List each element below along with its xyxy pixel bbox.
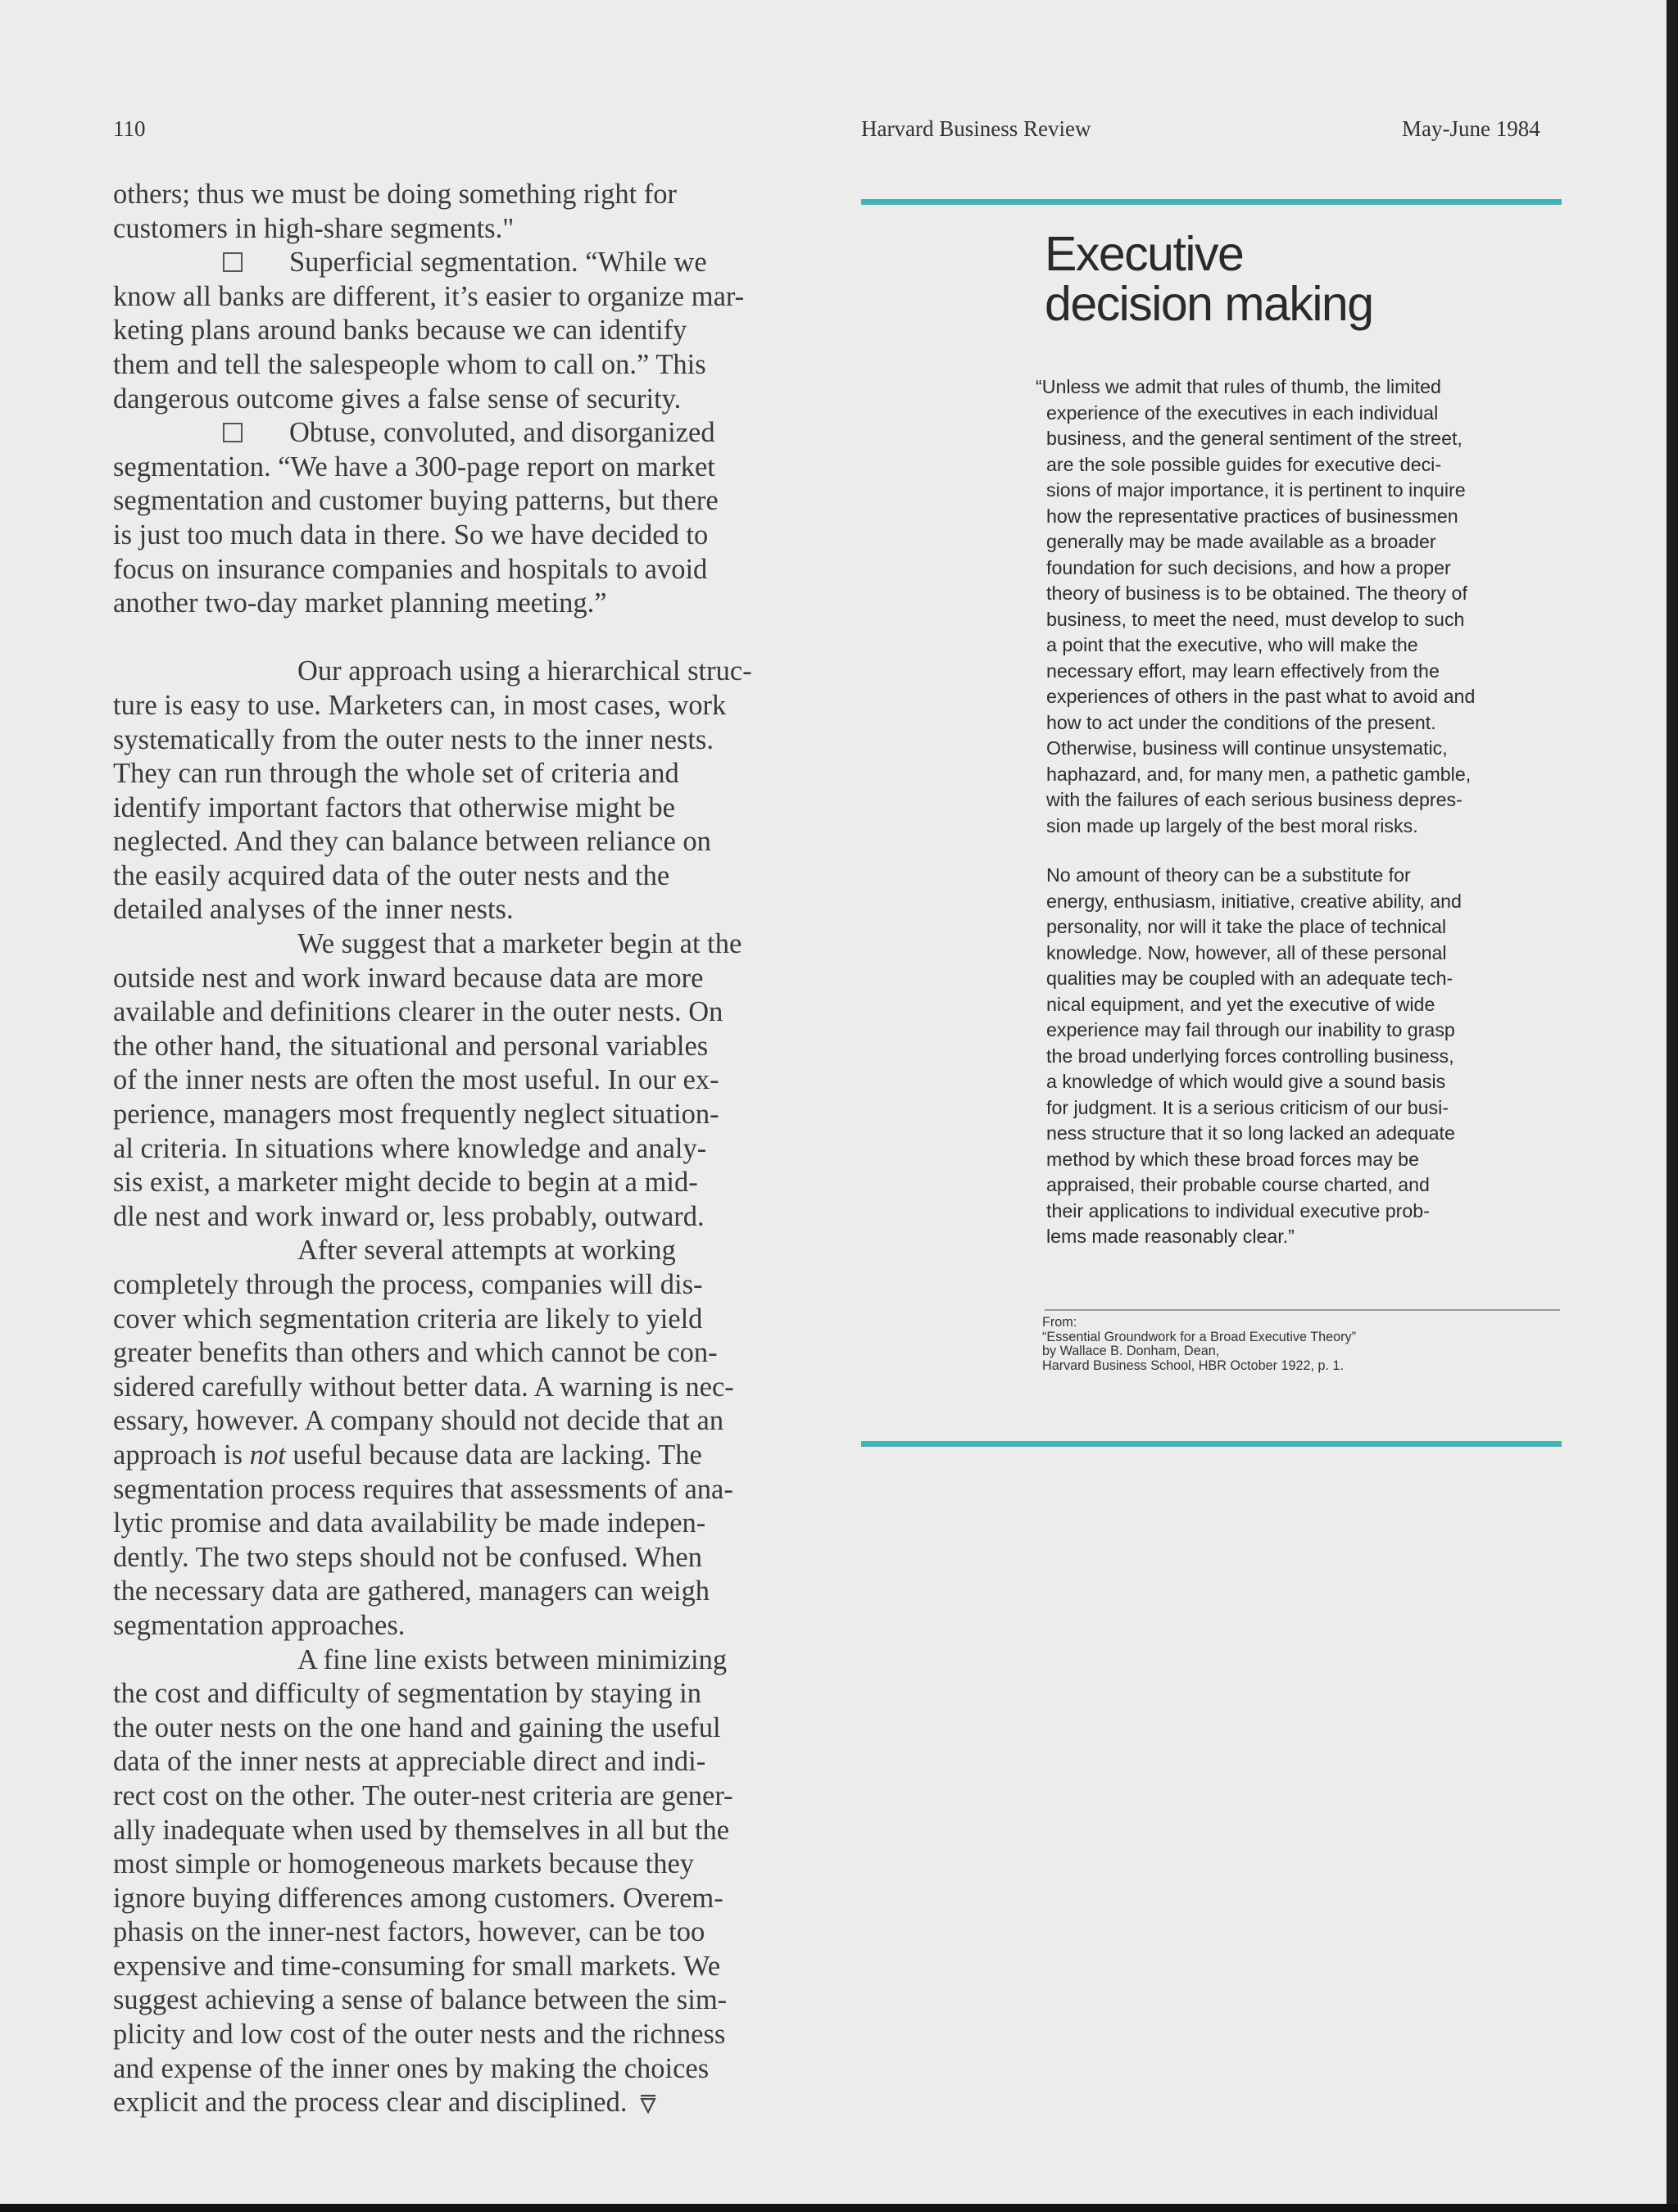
quote-line: business, and the general sentiment of the street, [1046, 428, 1463, 449]
checkbox-icon [223, 252, 243, 272]
quote-line: method by which these broad forces may be [1046, 1148, 1419, 1170]
text-line: rect cost on the other. The outer-nest criteria are gener- [113, 1779, 733, 1811]
bullet-text: Superficial segmentation. “While we [289, 247, 707, 279]
text-line [113, 2086, 818, 2120]
checkbox-icon [223, 423, 243, 442]
sidebar-title [1045, 229, 1373, 329]
text-line: essary, however. A company should not decide that an [113, 1405, 724, 1437]
scan-edge [0, 2204, 1678, 2212]
quote-line: theory of business is to be obtained. The theory of [1046, 582, 1467, 604]
text-line: segmentation. “We have a 300-page report on market [113, 451, 715, 483]
text-line: perience, managers most frequently neglect situation- [113, 1099, 719, 1131]
text-line: detailed analyses of the inner nests. [113, 894, 514, 926]
text-line: keting plans around banks because we can identify [113, 315, 687, 347]
text-line: others; thus we must be doing something right for [113, 179, 678, 210]
text-line: completely through the process, companies will dis- [113, 1269, 703, 1300]
text-line: is just too much data in there. So we have decided to [113, 519, 709, 551]
text-line: plicity and low cost of the outer nests and the richness [113, 2019, 726, 2051]
text-line: another two-day market planning meeting.” [113, 587, 607, 619]
text-line: available and definitions clearer in the outer nests. On [113, 996, 723, 1028]
text-line: segmentation and customer buying patterns, but there [113, 485, 719, 517]
page-number: 110 [113, 116, 146, 141]
quote-line: qualities may be coupled with an adequate tech- [1046, 968, 1454, 989]
text-line: ally inadequate when used by themselves in all but the [113, 1814, 730, 1846]
hbr-end-mark-icon [639, 2094, 657, 2114]
quote-line: experience of the executives in each individual [1046, 401, 1439, 424]
text-line: dle nest and work inward or, less probably, outward. [113, 1200, 705, 1232]
text-line: suggest achieving a sense of balance between the sim- [113, 1984, 728, 2016]
quote-line: how to act under the conditions of the present. [1046, 711, 1436, 733]
text-line: the outer nests on the one hand and gaining the useful [113, 1711, 721, 1743]
quote-line: the broad underlying forces controlling business, [1046, 1045, 1454, 1067]
sidebar-title-line: Executive [1045, 227, 1244, 281]
text-line: greater benefits than others and which cannot be con- [113, 1337, 718, 1369]
text-line: ture is easy to use. Marketers can, in most cases, work [113, 689, 727, 721]
quote-line: knowledge. Now, however, all of these personal [1046, 941, 1447, 963]
issue-date: May-June 1984 [1402, 116, 1540, 141]
text-line: lytic promise and data availability be made indepen- [113, 1507, 706, 1539]
source-citation [1042, 1316, 1356, 1373]
quote-line: necessary effort, may learn effectively from the [1046, 660, 1440, 682]
text-line: and expense of the inner ones by making the choices [113, 2052, 710, 2084]
text-line [113, 927, 818, 962]
quote-line: their applications to individual executive prob- [1046, 1199, 1430, 1222]
text-line: them and tell the salespeople whom to call on.” This [113, 348, 706, 380]
text-line: al criteria. In situations where knowledge and analy- [113, 1132, 707, 1164]
text-line: identify important factors that otherwise might be [113, 791, 675, 823]
emphasis-not: not [249, 1439, 286, 1471]
quote-line: a point that the executive, who will make the [1046, 634, 1418, 655]
article-body [113, 178, 818, 2120]
text-line [113, 655, 818, 689]
paragraph-start: A fine line exists between minimizing [297, 1643, 728, 1675]
journal-title: Harvard Business Review [861, 116, 1091, 141]
quote-line: haphazard, and, for many men, a pathetic gamble, [1046, 763, 1472, 785]
quote-line: are the sole possible guides for executive deci- [1046, 453, 1442, 475]
text-line: customers in high-share segments." [113, 212, 515, 244]
text-line: neglected. And they can balance between reliance on [113, 826, 711, 858]
sidebar-bottom-rule [861, 1441, 1562, 1447]
text-line: sis exist, a marketer might decide to begin at a mid- [113, 1167, 698, 1199]
text-line [113, 1234, 818, 1268]
quote-line: for judgment. It is a serious criticism of our busi- [1046, 1096, 1449, 1118]
sidebar-quote-paragraph-2 [1036, 863, 1560, 1250]
sidebar-title-line: decision making [1045, 277, 1373, 331]
quote-line: generally may be made available as a broader [1046, 531, 1436, 552]
source-author: by Wallace B. Donham, Dean, [1042, 1344, 1220, 1359]
sidebar-quote-paragraph-1 [1036, 374, 1560, 839]
quote-line: a knowledge of which would give a sound basis [1046, 1071, 1446, 1092]
text-fragment: useful because data are lacking. The [285, 1439, 702, 1471]
text-line: dently. The two steps should not be confused. When [113, 1541, 702, 1573]
source-divider [1045, 1309, 1560, 1311]
source-title: “Essential Groundwork for a Broad Executive Theory” [1042, 1329, 1356, 1344]
quote-line: ness structure that it so long lacked an adequate [1046, 1122, 1455, 1144]
quote-line: business, to meet the need, must develop to such [1046, 608, 1465, 630]
quote-line: lems made reasonably clear.” [1046, 1226, 1295, 1247]
paragraph-start: We suggest that a marketer begin at the [297, 928, 742, 960]
quote-line: energy, enthusiasm, initiative, creative ability, and [1046, 890, 1462, 912]
quote-line: experience may fail through our inability to grasp [1046, 1019, 1455, 1040]
quote-line: how the representative practices of businessmen [1046, 505, 1458, 527]
text-line [113, 1439, 818, 1473]
text-fragment: explicit and the process clear and disciplined. [113, 2087, 628, 2119]
text-line [113, 416, 818, 451]
paragraph-gap [113, 621, 818, 655]
quote-line: experiences of others in the past what to avoid and [1046, 686, 1476, 707]
text-line [113, 1643, 818, 1678]
text-line: data of the inner nests at appreciable direct and indi- [113, 1746, 706, 1778]
paragraph-start: After several attempts at working [297, 1235, 676, 1267]
text-line [113, 246, 818, 280]
quote-line: with the failures of each serious business depres- [1046, 789, 1463, 810]
text-line: expensive and time-consuming for small markets. We [113, 1950, 721, 1982]
quote-line: Otherwise, business will continue unsystematic, [1046, 737, 1448, 759]
bullet-text: Obtuse, convoluted, and disorganized [289, 417, 715, 449]
text-line: dangerous outcome gives a false sense of security. [113, 383, 682, 415]
text-fragment: approach is [113, 1439, 250, 1471]
text-line: outside nest and work inward because data are more [113, 962, 704, 994]
paragraph-start: Our approach using a hierarchical struc- [297, 655, 752, 687]
source-reference: Harvard Business School, HBR October 1922, p. 1. [1042, 1358, 1344, 1373]
sidebar-top-rule [861, 199, 1562, 205]
text-line: sidered carefully without better data. A warning is nec- [113, 1371, 734, 1403]
text-line: segmentation approaches. [113, 1609, 406, 1641]
text-line: cover which segmentation criteria are likely to yield [113, 1303, 703, 1335]
text-line: most simple or homogeneous markets because they [113, 1848, 695, 1880]
quote-line: sion made up largely of the best moral risks. [1046, 814, 1418, 836]
text-line: of the inner nests are often the most useful. In our ex- [113, 1064, 719, 1096]
source-from-label: From: [1042, 1315, 1077, 1330]
text-line: phasis on the inner-nest factors, however, can be too [113, 1916, 705, 1948]
text-line: the other hand, the situational and personal variables [113, 1030, 709, 1062]
quote-line: nical equipment, and yet the executive of wide [1046, 993, 1435, 1015]
text-line: They can run through the whole set of criteria and [113, 758, 679, 790]
quote-line: appraised, their probable course charted, and [1046, 1174, 1430, 1195]
text-line: focus on insurance companies and hospitals to avoid [113, 553, 708, 585]
text-line: the easily acquired data of the outer nests and the [113, 859, 670, 891]
text-line: the cost and difficulty of segmentation by staying in [113, 1678, 701, 1710]
quote-line: sions of major importance, it is pertinent to inquire [1046, 479, 1466, 501]
text-line: segmentation process requires that assessments of ana- [113, 1473, 733, 1505]
text-line: the necessary data are gathered, managers can weigh [113, 1575, 710, 1607]
quote-line: “Unless we admit that rules of thumb, the limited [1036, 376, 1441, 397]
quote-line: No amount of theory can be a substitute for [1046, 864, 1411, 886]
text-line: know all banks are different, it’s easier to organize mar- [113, 280, 745, 312]
quote-line: personality, nor will it take the place of technical [1046, 916, 1447, 937]
text-line: ignore buying differences among customers. Overem- [113, 1882, 723, 1914]
text-line: systematically from the outer nests to the inner nests. [113, 723, 714, 755]
quote-line: foundation for such decisions, and how a proper [1046, 556, 1451, 578]
